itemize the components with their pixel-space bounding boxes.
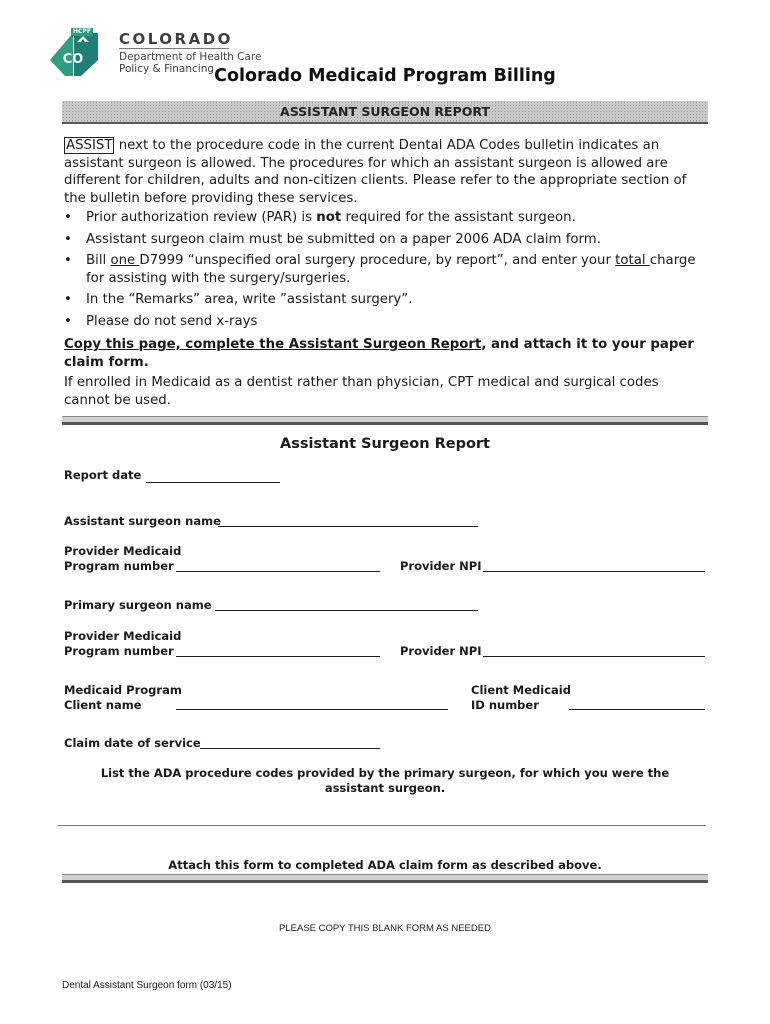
provider-medicaid-label: Provider Medicaid Program number (64, 544, 182, 573)
primary-surgeon-name-label: Primary surgeon name (64, 598, 212, 612)
assist-label: ASSIST (66, 138, 113, 153)
logo-dept-line1: Department of Health Care (119, 51, 262, 63)
report-date-label: Report date (64, 468, 142, 482)
section-divider (62, 416, 708, 425)
primary-program-number-field[interactable] (176, 656, 380, 657)
list-item: • Assistant surgeon claim must be submitted on a paper 2006 ADA claim form. (64, 231, 704, 249)
copy-instruction-rest: , and attach it to your paper claim form. (64, 337, 694, 370)
primary-surgeon-name-field[interactable] (215, 610, 478, 611)
copy-note: PLEASE COPY THIS BLANK FORM AS NEEDED (279, 923, 491, 934)
client-id-label: Client Medicaid ID number (471, 683, 571, 712)
claim-date-label: Claim date of service (64, 736, 201, 750)
list-item: • Prior authorization review (PAR) is not required for the assistant surgeon. (64, 209, 704, 227)
list-item: • Bill one D7999 “unspecified oral surgery procedure, by report”, and enter your total charge for assisting with the surgery/surgeries. (64, 252, 704, 287)
intro-text: next to the procedure code in the current Dental ADA Codes bulletin indicates an assistant surgeon is allowed. The procedures for which an assistant surgeon is allowed are different for children, adults and non-citizen clients. Please refer to the appropriate section of the bulletin before providing these services. (64, 138, 687, 206)
intro-paragraph (64, 137, 704, 207)
primary-provider-npi-label: Provider NPI (400, 644, 482, 658)
report-date-field[interactable] (146, 482, 280, 483)
list-item: • Please do not send x-rays (64, 313, 704, 331)
primary-provider-medicaid-label: Provider Medicaid Program number (64, 629, 182, 658)
assistant-surgeon-name-field[interactable] (218, 526, 478, 527)
provider-npi-label: Provider NPI (400, 559, 482, 573)
assistant-surgeon-name-label: Assistant surgeon name (64, 514, 221, 528)
logo-dept-line2: Policy & Financing (119, 63, 215, 75)
primary-provider-npi-field[interactable] (483, 656, 705, 657)
requirements-list (64, 209, 704, 334)
provider-npi-field[interactable] (483, 571, 705, 572)
claim-date-field[interactable] (200, 748, 380, 749)
list-item: • In the “Remarks” area, write ”assistant surgery”. (64, 291, 704, 309)
copy-instruction-underlined: Copy this page, complete the Assistant Surgeon Report (64, 337, 482, 352)
section-banner-text: ASSISTANT SURGEON REPORT (280, 104, 490, 119)
logo-co-text: CO (62, 52, 84, 67)
client-name-field[interactable] (176, 709, 448, 710)
document-title: Colorado Medicaid Program Billing (214, 66, 556, 86)
logo-divider (119, 48, 229, 49)
client-name-label: Medicaid Program Client name (64, 683, 182, 712)
report-title: Assistant Surgeon Report (280, 436, 490, 452)
procedure-codes-instruction: List the ADA procedure codes provided by the primary surgeon, for which you were the assistant surgeon. (100, 766, 670, 795)
attach-note: Attach this form to completed ADA claim form as described above. (168, 858, 602, 872)
copy-instruction (64, 336, 704, 371)
enrollment-note: If enrolled in Medicaid as a dentist rather than physician, CPT medical and surgical codes cannot be used. (64, 375, 659, 408)
logo-badge: HCPF (73, 28, 91, 35)
logo-name: COLORADO (119, 30, 233, 48)
client-id-field[interactable] (569, 709, 705, 710)
bottom-divider (62, 874, 708, 883)
footer-form-id: Dental Assistant Surgeon form (03/15) (62, 980, 232, 991)
procedure-codes-line[interactable] (58, 825, 706, 826)
provider-program-number-field[interactable] (176, 571, 380, 572)
